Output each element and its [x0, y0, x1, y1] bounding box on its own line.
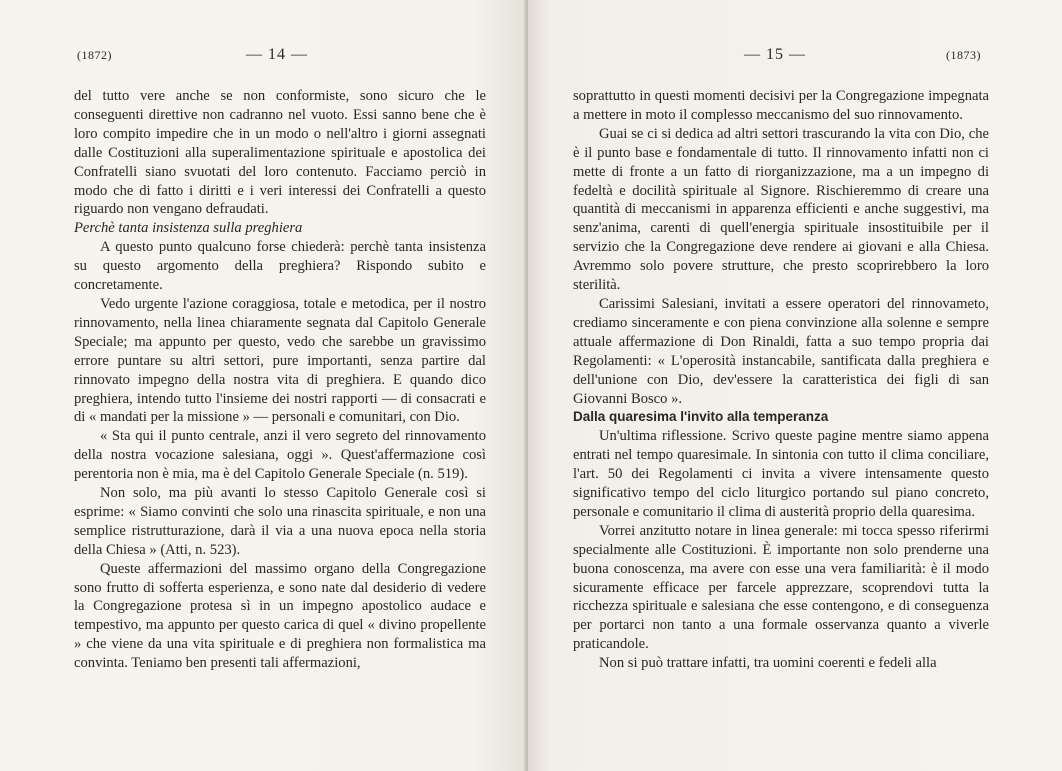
- right-page-number: — 15 —: [744, 46, 806, 63]
- left-text-column: [74, 87, 486, 673]
- right-year: (1873): [946, 48, 981, 62]
- right-page: [528, 0, 1062, 771]
- left-paragraph-6: Queste affermazioni del massimo organo della Congregazione sono frutto di sofferta esperienza, e sono nate dal desiderio di vedere la Congregazione protesa sì in un impegno apostolico audace e tempestivo, ma appunto per questo carica di quel « divino propellente » che viene da una vita spirituale e di preghiera non formalistica ma convinta. Teniamo ben presenti tali affermazioni,: [74, 560, 486, 672]
- left-page: [0, 0, 528, 771]
- right-paragraph-2: Guai se ci si dedica ad altri settori trascurando la vita con Dio, che è il punto base e fondamentale di tutto. Il rinnovamento infatti non ci mette di fronte a un fatto di riorganizzazione, ma a un impegno di fedeltà e docilità spirituale al Signore. Rischieremmo di creare una quantità di meccanismi in apparenza efficienti e anche suggestivi, ma senz'anima, carenti di quell'energia spirituale insostituibile per il servizio che la Congregazione deve rendere ai giovani e alla Chiesa. Avremmo solo povere strutture, che presto scoprirebbero la loro sterilità.: [573, 125, 989, 294]
- left-page-number: — 14 —: [246, 46, 308, 63]
- left-paragraph-4: « Sta qui il punto centrale, anzi il vero segreto del rinnovamento della nostra vocazione salesiana, oggi ». Quest'affermazione così perentoria non è mia, ma è del Capitolo Generale Speciale (n. 519).: [74, 428, 486, 483]
- left-paragraph-2: A questo punto qualcuno forse chiederà: perchè tanta insistenza su questo argomento della preghiera? Rispondo subito e concretamente.: [74, 239, 486, 294]
- right-paragraph-4: Un'ultima riflessione. Scrivo queste pagine mentre siamo appena entrati nel tempo quaresimale. In sintonia con tutto il clima conciliare, l'art. 50 dei Regolamenti ci invita a vivere intensamente questo significativo tempo del ciclo liturgico portando sul piano concreto, personale e comunitario il clima di austerità proprio della quaresima.: [573, 428, 989, 520]
- left-section-heading: Perchè tanta insistenza sulla preghiera: [74, 220, 303, 237]
- right-text-column: [573, 87, 989, 673]
- left-paragraph-5: Non solo, ma più avanti lo stesso Capitolo Generale così si esprime: « Siamo convinti che solo una rinascita spirituale, e non una semplice ristrutturazione, darà il via a una nuova epoca nella storia della Chiesa » (Atti, n. 523).: [74, 485, 486, 558]
- right-section-heading: Dalla quaresima l'invito alla temperanza: [573, 409, 829, 425]
- left-year: (1872): [77, 48, 112, 62]
- left-paragraph-1: del tutto vere anche se non conformiste, sono sicuro che le conseguenti direttive non cadranno nel vuoto. Essi sanno bene che è loro compito impedire che in un modo o nell'altro i giorni assegnati dalle Costituzioni alla superalimentazione spirituale e apostolica dei Confratelli siano svuotati del loro contenuto. Facciamo perciò in modo che di fatto i diritti e i veri interessi dei Confratelli a questo riguardo non vengano defraudati.: [74, 88, 486, 218]
- right-paragraph-6: Non si può trattare infatti, tra uomini coerenti e fedeli alla: [599, 655, 937, 672]
- left-paragraph-3: Vedo urgente l'azione coraggiosa, totale e metodica, per il nostro rinnovamento, nella linea chiaramente segnata dal Capitolo Generale Speciale; ma appunto per questo, vedo che sarebbe un gravissimo errore puntare su altri settori, pure importanti, senza partire dal rinnovato impegno della nostra vita di preghiera. E quando dico preghiera, intendo tutto l'insieme dei nostri rapporti — di consacrati e di « mandati per la missione » — personali e comunitari, con Dio.: [74, 295, 486, 426]
- right-paragraph-5: Vorrei anzitutto notare in linea generale: mi tocca spesso riferirmi specialmente alle Costituzioni. È importante non solo prenderne una buona conoscenza, ma avere con esse una vera familiarità: è il modo sicuramente efficace per farcele apprezzare, scoprendovi tutta la ricchezza spirituale e salesiana che esse contengono, e di conseguenza per portarci non tanto a una formale osservanza quanto a viverle praticandole.: [573, 522, 989, 653]
- right-paragraph-1: soprattutto in questi momenti decisivi per la Congregazione impegnata a mettere in moto il complesso meccanismo del suo rinnovamento.: [573, 88, 989, 123]
- right-paragraph-3: Carissimi Salesiani, invitati a essere operatori del rinnovameto, crediamo sinceramente e con piena convinzione alla solenne e sempre attuale affermazione di Don Rinaldi, fatta a suo tempo propria dai Regolamenti: « L'operosità instancabile, santificata dalla preghiera e dell'unione con Dio, dev'essere la caratteristica dei figli di san Giovanni Bosco ».: [573, 295, 989, 407]
